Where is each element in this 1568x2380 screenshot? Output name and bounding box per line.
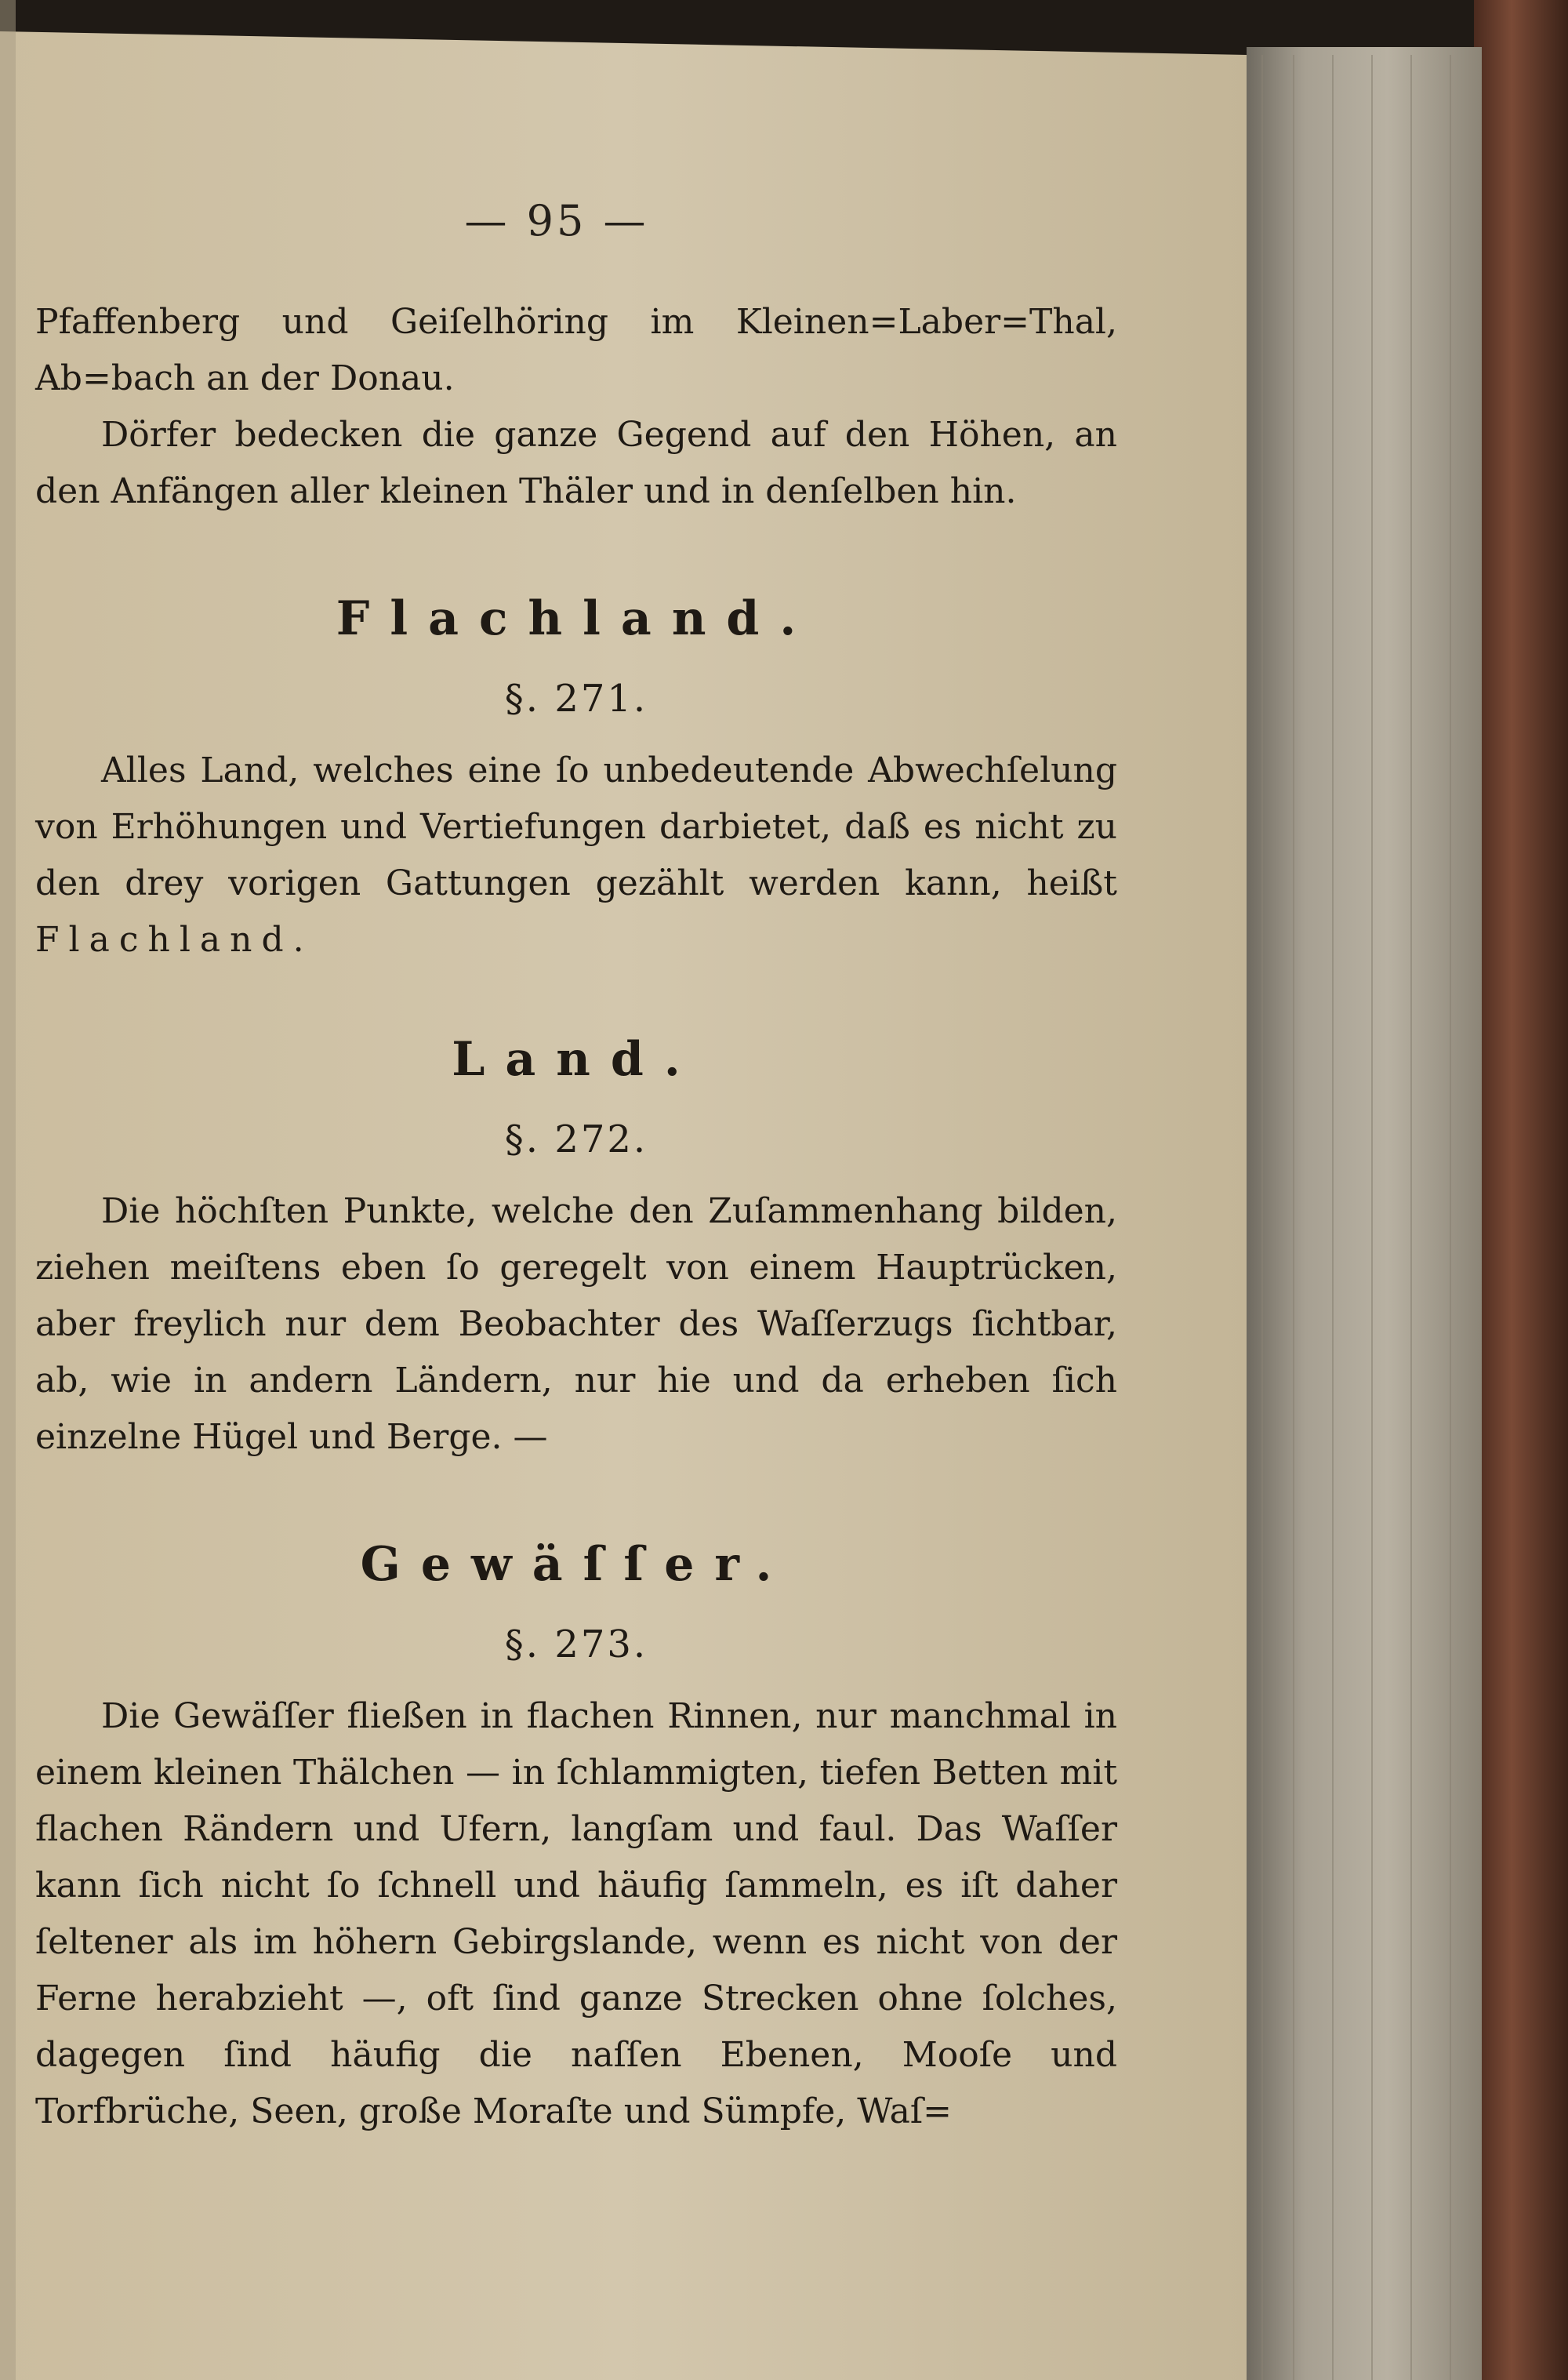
book-cover (1474, 0, 1568, 2380)
section-273: §. 273. (504, 1622, 648, 1666)
page-number: — 95 — (464, 196, 649, 245)
paragraph-intro-1: Pfaffenberg und Geiſelhöring im Kleinen=Laber=Thal, Ab=bach an der Donau. (35, 302, 1117, 398)
heading-flachland: Flachland. (336, 591, 817, 646)
section-271: §. 271. (504, 677, 648, 721)
paragraph-intro-2: Dörfer bedecken die ganze Gegend auf den Höhen, an den Anfängen aller kleinen Thäler und in denſelben hin. (35, 415, 1117, 511)
paragraph-271-text: Alles Land, welches eine ſo unbedeutende Abwechſelung von Erhöhungen und Vertiefungen darbietet, daß es nicht zu den drey vorigen Gattungen gezählt werden kann, heißt (35, 750, 1117, 903)
paragraph-272: Die höchſten Punkte, welche den Zuſammenhang bilden, ziehen meiſtens eben ſo geregelt von einem Hauptrücken, aber freylich nur dem Beobachter des Waſſerzugs ſichtbar, ab, wie in andern Ländern, nur hie und da erheben ſich einzelne Hügel und Berge. — (35, 1191, 1117, 1457)
page-edges (1247, 47, 1482, 2380)
paragraph-273: Die Gewäſſer fließen in flachen Rinnen, nur manchmal in einem kleinen Thälchen — in ſchlammigten, tiefen Betten mit flachen Rändern und Ufern, langſam und faul. Das Waſſer kann ſich nicht ſo ſchnell und häufig ſammeln, es iſt daher ſeltener als im höhern Gebirgslande, wenn es nicht von der Ferne herabzieht —, oft ſind ganze Strecken ohne ſolches, dagegen ſind häufig die naſſen Ebenen, Mooſe und Torfbrüche, Seen, große Moraſte und Sümpfe, Waſ= (35, 1696, 1117, 2131)
section-272: §. 272. (504, 1117, 648, 1161)
heading-gewaesser: Gewäſſer. (360, 1537, 793, 1592)
paragraph-271 (35, 743, 1117, 968)
paragraph-271-term: Flachland. (35, 920, 314, 960)
heading-land: Land. (452, 1032, 701, 1087)
page-body (35, 192, 1117, 2140)
